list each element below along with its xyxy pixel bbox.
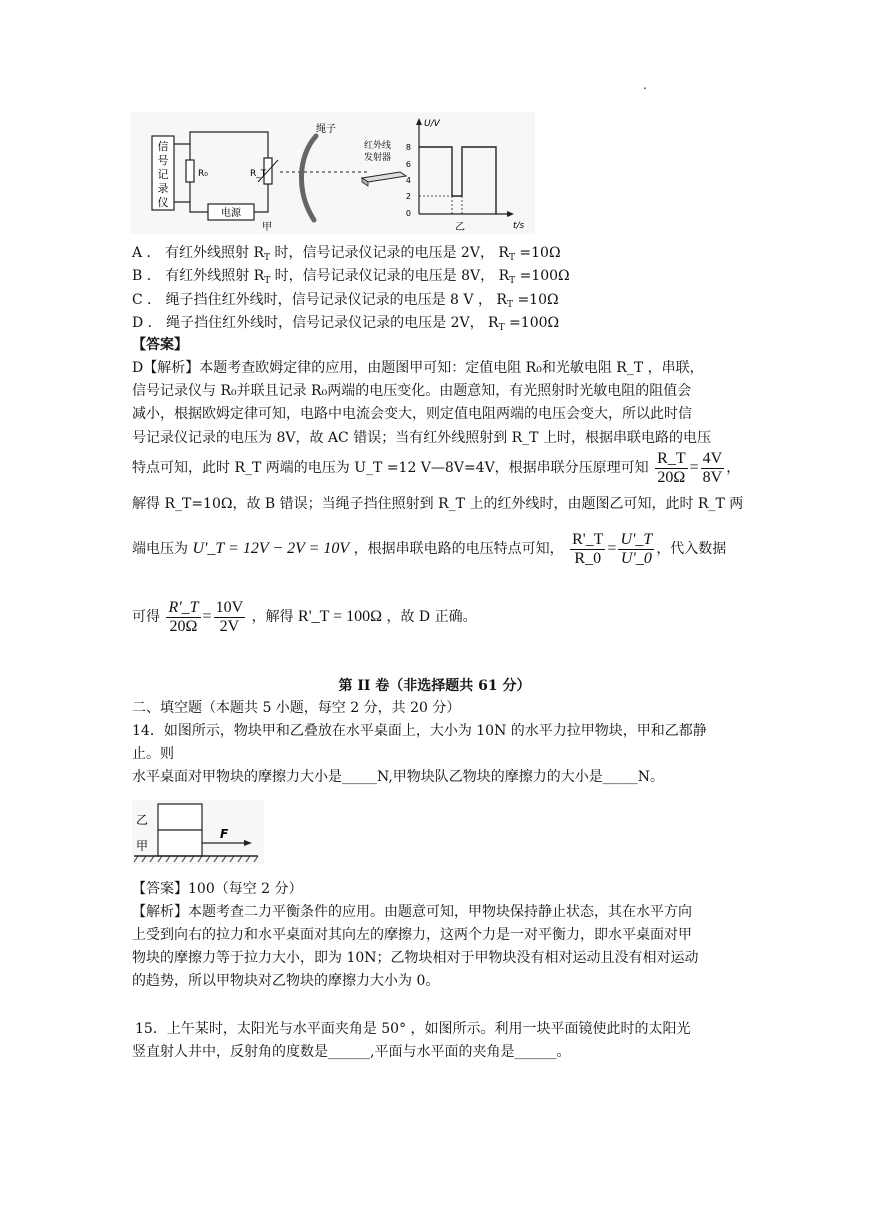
- fig-force-label: F: [220, 827, 229, 841]
- ir-label-1: 红外线: [364, 141, 392, 151]
- tick-label: 2: [405, 192, 411, 201]
- q15-line-2: 竖直射人井中，反射角的度数是______,平面与水平面的夹角是______。: [132, 1044, 571, 1060]
- tick-label: 8: [405, 143, 411, 152]
- yi-label: 乙: [455, 222, 465, 233]
- header-dot: .: [643, 78, 647, 92]
- q13-line-6: 解得 R_T=10Ω，故 B 错误；当绳子挡住照射到 R_T 上的红外线时，由题图乙可知，此时 R_T 两: [132, 496, 744, 512]
- q13-line-5: 特点可知，此时 R_T 两端的电压为 U_T =12 V—8V=4V，根据串联分压原理可知 $\frac{R\_T}{20\Omega}$ = $\frac{4V}{8V}$ ，: [132, 449, 741, 486]
- section-subtitle: 二、填空题（本题共 5 小题，每空 2 分，共 20 分）: [132, 700, 461, 716]
- fig-yi-label: 乙: [136, 813, 149, 827]
- option-a: A ． 有红外线照射 $R_T$ 时，信号记录仪记录的电压是 2V， $R_T =10\Omega$: [132, 245, 561, 263]
- y-axis-label: U/V: [424, 119, 440, 129]
- q14-exp-4: 的趋势，所以甲物块对乙物块的摩擦力大小为 0。: [132, 973, 440, 989]
- blocks-figure: [132, 800, 264, 864]
- q14-exp-3: 物块的摩擦力等于拉力大小，即为 10N；乙物块相对于甲物块没有相对运动且没有相对运动: [132, 950, 699, 966]
- option-c: C ． 绳子挡住红外线时，信号记录仪记录的电压是 8 V ， $R_T =10\Omega$: [132, 292, 559, 310]
- q13-line-4: 号记录仪记录的电压为 8V，故 AC 错误；当有红外线照射到 R_T 上时，根据串联电路的电压: [132, 430, 711, 446]
- rope-label: 绳子: [316, 124, 336, 135]
- tick-label: 4: [405, 176, 411, 185]
- q13-line-8: 可得 $\frac{R'\_T}{20\Omega}$ = $\frac{10V}{2V}$ ，解得 R'_T = 100Ω ，故 D 正确。: [132, 598, 477, 635]
- q14-line-2: 止。则: [132, 746, 174, 762]
- option-d: D ． 绳子挡住红外线时，信号记录仪记录的电压是 2V， $R_T =100\Omega$: [132, 315, 560, 333]
- r0-resistor: [186, 160, 194, 182]
- tick-label: 0: [405, 209, 411, 218]
- rt-label: R_T: [250, 169, 267, 179]
- circuit-figure: [130, 112, 535, 234]
- recorder-char: 号: [157, 154, 169, 167]
- x-axis-label: t/s: [513, 221, 525, 231]
- q14-exp-2: 上受到向右的拉力和水平桌面对其向左的摩擦力，这两个力是一对平衡力，即水平桌面对甲: [132, 927, 692, 943]
- q13-line-3: 减小，根据欧姆定律可知，电路中电流会变大，则定值电阻两端的电压会变大，所以此时信: [132, 406, 692, 422]
- r0-label: R₀: [198, 169, 208, 179]
- q13-line-7: 端电压为 U'_T = 12V − 2V = 10V ，根据串联电路的电压特点可知， $\frac{R'\_T}{R\_0}$ = $\frac{U'\_T}{U'\_0}$ ，代入数据: [132, 530, 727, 567]
- block-yi: [158, 804, 202, 830]
- option-b: B ． 有红外线照射 $R_T$ 时，信号记录仪记录的电压是 8V， $R_T =100\Omega$: [132, 268, 570, 286]
- block-jia: [158, 830, 202, 856]
- q14-line-3: 水平桌面对甲物块的摩擦力大小是_____N,甲物块队乙物块的摩擦力的大小是_____N。: [132, 769, 665, 785]
- ir-label-2: 发射器: [364, 153, 392, 163]
- recorder-char: 仪: [157, 196, 169, 209]
- q13-line-2: 信号记录仪与 R₀并联且记录 R₀两端的电压变化。由题意知，有光照射时光敏电阻的阻值会: [132, 383, 692, 399]
- fig-jia-label: 甲: [136, 839, 149, 853]
- q15-line-1: 15．上午某时，太阳光与水平面夹角是 50° ，如图所示。利用一块平面镜使此时的太阳光: [135, 1021, 691, 1037]
- q14-answer: 【答案】100（每空 2 分）: [132, 881, 303, 897]
- tick-label: 6: [405, 160, 411, 169]
- jia-label: 甲: [262, 222, 272, 233]
- recorder-char: 信: [157, 140, 169, 153]
- recorder-char: 录: [157, 182, 169, 195]
- q14-line-1: 14．如图所示，物块甲和乙叠放在水平桌面上，大小为 10N 的水平力拉甲物块，甲和乙都静: [132, 723, 707, 739]
- answer-header: 【答案】: [132, 337, 188, 353]
- power-label: 电源: [221, 208, 241, 219]
- q13-line-1: D【解析】本题考查欧姆定律的应用，由题图甲可知：定值电阻 R₀和光敏电阻 R_T ，串联，: [132, 360, 704, 376]
- q14-exp-1: 【解析】本题考查二力平衡条件的应用。由题意可知，甲物块保持静止状态，其在水平方向: [132, 904, 692, 920]
- section-title: 第 II 卷（非选择题共 61 分）: [338, 678, 531, 694]
- recorder-char: 记: [157, 168, 169, 181]
